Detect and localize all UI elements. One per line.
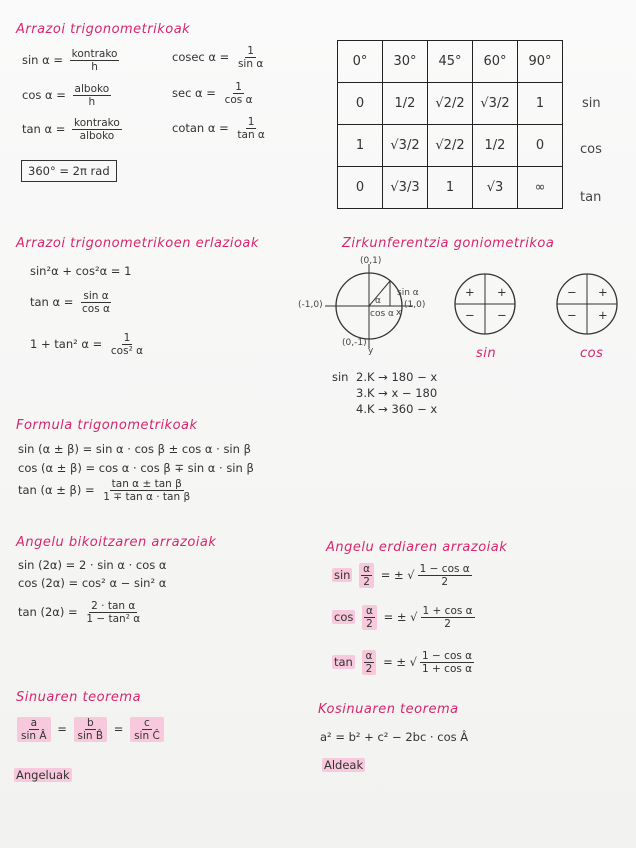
num: 1 − cos α [419, 563, 470, 575]
def-sin-label: sin α = [22, 53, 64, 67]
num: b [86, 717, 94, 729]
cell: ∞ [518, 167, 563, 209]
row-label-cos: cos [580, 142, 602, 157]
formula-tan-frac [101, 478, 192, 503]
def-cotan [172, 116, 270, 141]
den: 1 + cos α [422, 663, 473, 675]
half-tan-frac [420, 650, 474, 675]
sine-law-b [74, 717, 108, 742]
def-sec-label: sec α = [172, 86, 216, 100]
table-row-cos [338, 125, 563, 167]
section-title-erlazioak: Arrazoi trigonometrikoen erlazioak [16, 236, 259, 251]
quadrant-prefix: sin [332, 370, 349, 384]
def-tan-frac [72, 117, 122, 142]
half-cos-frac [421, 605, 475, 630]
den: tan α [237, 129, 265, 141]
cos-sign-q3: − [567, 308, 577, 322]
relation-1: sin²α + cos²α = 1 [30, 264, 132, 278]
den: 2 [363, 576, 370, 588]
den: 2 [441, 576, 449, 588]
cosine-law-note: Aldeak [324, 758, 364, 772]
den: 1 ∓ tan α · tan β [103, 491, 191, 503]
label-left: (-1,0) [298, 300, 323, 310]
label-top: (0,1) [360, 256, 382, 266]
section-title-sinuen: Sinuaren teorema [16, 690, 142, 705]
num: 1 [247, 116, 255, 128]
half-sin-angle [359, 563, 374, 588]
section-title-arrazoi: Arrazoi trigonometrikoak [16, 22, 191, 37]
den: h [91, 61, 98, 73]
den: cos α [82, 303, 110, 315]
den: sin B̂ [77, 730, 104, 742]
cos-sign-q1: + [598, 285, 608, 299]
def-sin-frac [70, 48, 120, 73]
half-cos-label: cos [334, 610, 354, 624]
den: sin Â [21, 730, 47, 742]
half-sin-eq: = ± [380, 568, 404, 582]
den: 2 [366, 618, 373, 630]
cell: 1/2 [383, 83, 428, 125]
half-cos-angle [362, 605, 377, 630]
num: 2 · tan α [91, 600, 136, 612]
header-cell: 30° [383, 41, 428, 83]
def-cos-label: cos α = [22, 88, 66, 102]
half-tan-angle [362, 650, 377, 675]
half-sin-label: sin [334, 568, 351, 582]
label-right: (1,0) [404, 300, 426, 310]
relation-2-label: tan α = [30, 295, 74, 309]
relation-2-frac [80, 290, 112, 315]
def-tan [22, 117, 125, 142]
def-cotan-frac [235, 116, 266, 141]
cosine-law: a² = b² + c² − 2bc · cos Â [320, 730, 469, 744]
table-header-row [338, 41, 563, 83]
def-cotan-label: cotan α = [172, 121, 229, 135]
sine-law-note: Angeluak [16, 768, 70, 782]
cell: √3/3 [383, 167, 428, 209]
section-title-kosinuen: Kosinuaren teorema [318, 702, 459, 717]
relation-3-label: 1 + tan² α = [30, 337, 103, 351]
cell: 1 [338, 125, 383, 167]
half-sin: sin $\frac{\alpha}{2}$ = ± √ $\frac{\text{1 − cos α}}{2}$ [334, 563, 470, 588]
num: tan α ± tan β [111, 478, 182, 490]
num: 1 [123, 332, 131, 344]
section-title-zirkunferentzia: Zirkunferentzia goniometrikoa [342, 236, 555, 251]
def-cos-frac [73, 83, 112, 108]
num: α [366, 605, 373, 617]
num: 1 − cos α [422, 650, 473, 662]
double-cos: cos (2α) = cos² α − sin² α [18, 576, 167, 590]
den: alboko [79, 130, 115, 142]
formula-sin: sin (α ± β) = sin α · cos β ± cos α · sin β [18, 442, 251, 456]
sine-law: $\frac{a}{\text{sin Â}}$ = $\frac{b}{\text{sin B̂}}$ = $\frac{c}{\text{sin Ĉ}}$ [14, 717, 167, 742]
double-tan-label: tan (2α) = [18, 605, 78, 619]
num: 1 + cos α [422, 605, 473, 617]
cell: 1/2 [473, 125, 518, 167]
num: c [144, 717, 150, 729]
den: sin α [237, 58, 264, 70]
def-tan-label: tan α = [22, 122, 66, 136]
def-cosec-label: cosec α = [172, 50, 230, 64]
sin-sign-q2: + [465, 285, 475, 299]
den: 2 [365, 663, 373, 675]
num: 1 [235, 81, 242, 93]
quadrant-row-4: 4.K → 360 − x [356, 402, 438, 416]
table-row-sin [338, 83, 563, 125]
label-y: y [368, 346, 374, 356]
def-sin [22, 48, 122, 73]
den: cos α [224, 94, 253, 106]
den: 2 [444, 618, 451, 630]
half-cos: cos $\frac{\alpha}{2}$ = ± √ $\frac{\text{1 + cos α}}{2}$ [334, 605, 473, 630]
header-cell: 45° [428, 41, 473, 83]
relation-3 [30, 332, 148, 357]
cell: 1 [518, 83, 563, 125]
section-title-bikoitza: Angelu bikoitzaren arrazoiak [16, 535, 217, 550]
num: α [363, 563, 371, 575]
cell: 0 [338, 83, 383, 125]
num: sin α [83, 290, 109, 302]
den: sin Ĉ [134, 730, 160, 742]
den: h [88, 96, 96, 108]
half-tan: tan $\frac{\alpha}{2}$ = ± √ $\frac{\text{1 − cos α}}{\text{1 + cos α}}$ [334, 650, 473, 675]
half-tan-eq: = ± [383, 655, 407, 669]
cell: √3 [473, 167, 518, 209]
cell: 0 [518, 125, 563, 167]
quadrant-row-2: 2.K → 180 − x [356, 370, 438, 384]
label-bottom: (0,-1) [342, 338, 367, 348]
formula-cos: cos (α ± β) = cos α · cos β ∓ sin α · sin β [18, 461, 254, 475]
den: cos² α [110, 345, 144, 357]
den: 1 − tan² α [86, 613, 141, 625]
double-tan-frac [84, 600, 142, 625]
formula-tan [18, 478, 195, 503]
header-cell: 90° [518, 41, 563, 83]
sin-sign-q3: − [465, 308, 475, 322]
cos-caption: cos [580, 346, 604, 361]
trig-table [337, 40, 563, 209]
num: alboko [74, 83, 110, 95]
row-label-tan: tan [580, 190, 602, 205]
cell: √3/2 [473, 83, 518, 125]
sin-sign-q1: + [497, 285, 507, 299]
label-sin-alpha: sin α [397, 288, 419, 298]
cell: 1 [428, 167, 473, 209]
sin-sign-q4: − [497, 308, 507, 322]
num: 1 [247, 45, 254, 57]
half-sin-frac [418, 563, 472, 588]
section-title-formula: Formula trigonometrikoak [16, 418, 198, 433]
label-alpha: α [375, 296, 381, 306]
half-cos-eq: = ± [383, 610, 407, 624]
cell: 0 [338, 167, 383, 209]
num: kontrako [74, 117, 120, 129]
half-tan-label: tan [334, 655, 353, 669]
double-tan [18, 600, 145, 625]
def-sec-frac [223, 81, 255, 106]
relation-2 [30, 290, 115, 315]
quadrant-row-3: 3.K → x − 180 [356, 386, 438, 400]
num: kontrako [71, 48, 118, 60]
def-cosec [172, 45, 268, 70]
table-row-tan [338, 167, 563, 209]
sine-law-c [130, 717, 164, 742]
def-cosec-frac [236, 45, 265, 70]
def-cos [22, 83, 114, 108]
label-x: x [396, 308, 402, 318]
cell: √2/2 [428, 83, 473, 125]
num: α [365, 650, 373, 662]
sin-caption: sin [476, 346, 497, 361]
def-sec [172, 81, 258, 106]
row-label-sin: sin [582, 96, 601, 111]
cell: √3/2 [383, 125, 428, 167]
header-cell: 0° [338, 41, 383, 83]
cos-sign-q4: + [598, 308, 608, 322]
header-cell: 60° [473, 41, 518, 83]
radian-box: 360° = 2π rad [21, 160, 117, 182]
relation-3-frac [109, 332, 145, 357]
sine-law-a [17, 717, 51, 742]
num: a [30, 717, 37, 729]
double-sin: sin (2α) = 2 · sin α · cos α [18, 558, 167, 572]
cell: √2/2 [428, 125, 473, 167]
formula-tan-label: tan (α ± β) = [18, 483, 95, 497]
section-title-erdia: Angelu erdiaren arrazoiak [326, 540, 508, 555]
cos-sign-q2: − [567, 285, 577, 299]
label-cos-alpha: cos α [370, 309, 394, 319]
